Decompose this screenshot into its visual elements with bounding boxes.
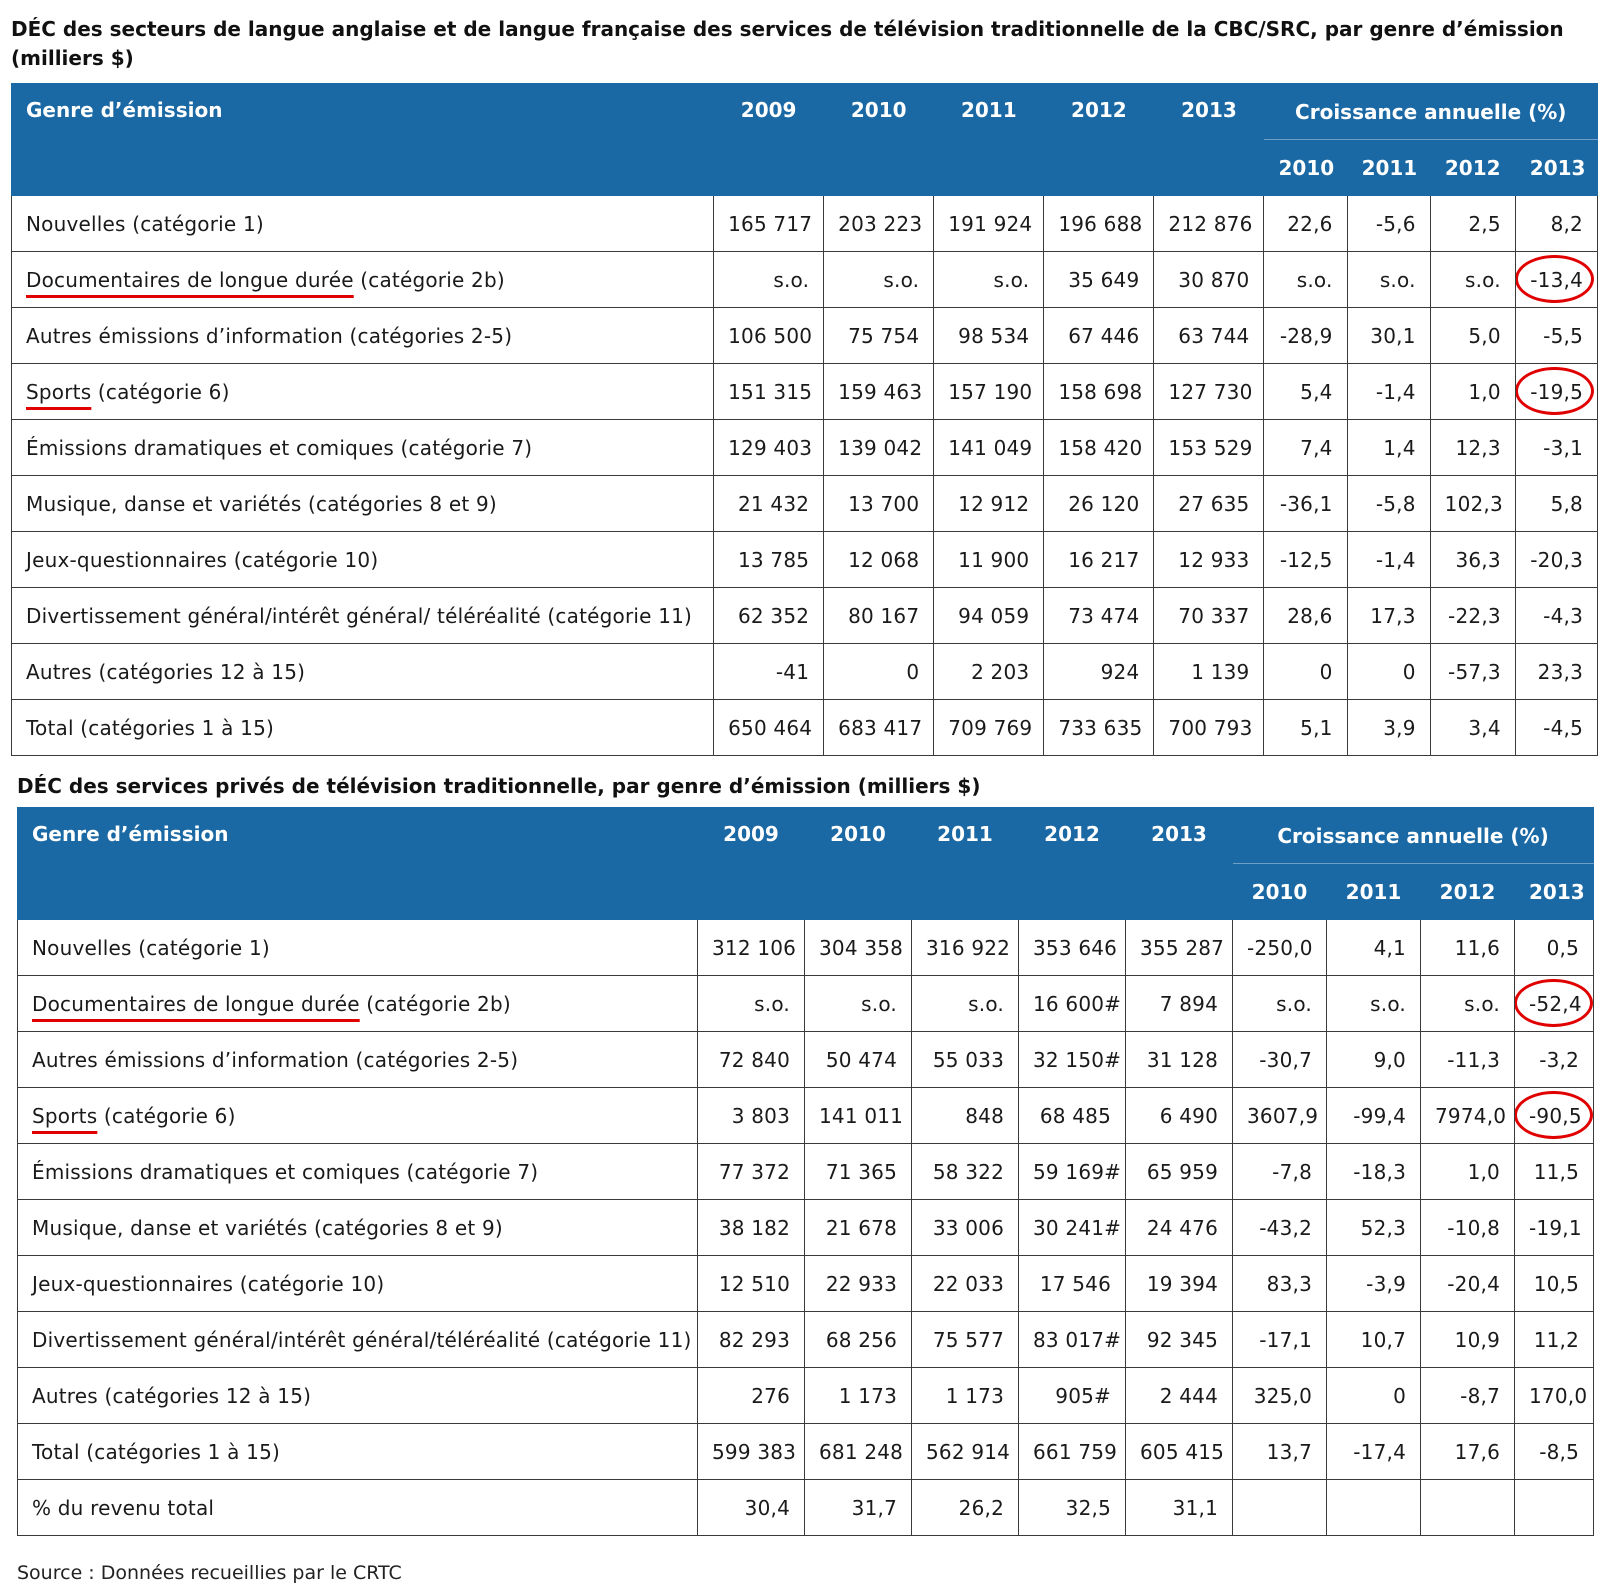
table-row — [12, 364, 1598, 420]
underlined-label: Documentaires de longue durée — [32, 991, 360, 1016]
table-row — [18, 1368, 1594, 1424]
table-row — [18, 1480, 1594, 1536]
table-row — [18, 920, 1594, 976]
cell: 13,7 — [1233, 1424, 1327, 1480]
row-label: Nouvelles (catégorie 1) — [12, 196, 714, 252]
cell: 27 635 — [1154, 476, 1264, 532]
cell: -1,4 — [1347, 364, 1430, 420]
cell: 31,7 — [805, 1480, 912, 1536]
cell: -5,8 — [1347, 476, 1430, 532]
table2 — [17, 807, 1594, 1536]
cell: 151 315 — [714, 364, 824, 420]
cell: 13 700 — [824, 476, 934, 532]
cell: 77 372 — [698, 1144, 805, 1200]
cell: 30 870 — [1154, 252, 1264, 308]
cell: 165 717 — [714, 196, 824, 252]
cell: s.o. — [1347, 252, 1430, 308]
cell: -41 — [714, 644, 824, 700]
row-label: Autres (catégories 12 à 15) — [12, 644, 714, 700]
cell: 312 106 — [698, 920, 805, 976]
cell: 316 922 — [912, 920, 1019, 976]
cell: 83 017# — [1019, 1312, 1126, 1368]
cell: -4,3 — [1515, 588, 1597, 644]
label-suffix: (catégorie 6) — [91, 379, 230, 404]
cell: 153 529 — [1154, 420, 1264, 476]
row-label — [12, 252, 714, 308]
cell: -3,2 — [1515, 1032, 1594, 1088]
cell: 102,3 — [1430, 476, 1515, 532]
cell: 63 744 — [1154, 308, 1264, 364]
cell — [1421, 1480, 1515, 1536]
cell: 7 894 — [1126, 976, 1233, 1032]
table-row — [12, 476, 1598, 532]
cell: 196 688 — [1044, 196, 1154, 252]
cell: 12 933 — [1154, 532, 1264, 588]
cell: 650 464 — [714, 700, 824, 756]
cell: 0 — [1347, 644, 1430, 700]
cell: 26 120 — [1044, 476, 1154, 532]
cell: 38 182 — [698, 1200, 805, 1256]
cell: 12 068 — [824, 532, 934, 588]
row-label: Jeux-questionnaires (catégorie 10) — [12, 532, 714, 588]
cell — [1515, 252, 1597, 308]
table-row — [18, 1144, 1594, 1200]
cell: 683 417 — [824, 700, 934, 756]
cell: 10,7 — [1327, 1312, 1421, 1368]
cell: s.o. — [934, 252, 1044, 308]
cell: 2 203 — [934, 644, 1044, 700]
header-year: 2009 — [714, 84, 824, 196]
source-note: Source : Données recueillies par le CRTC — [17, 1562, 402, 1584]
cell: s.o. — [805, 976, 912, 1032]
cell: 35 649 — [1044, 252, 1154, 308]
cell: 141 049 — [934, 420, 1044, 476]
cell: 75 577 — [912, 1312, 1019, 1368]
row-label: Autres émissions d’information (catégories 2-5) — [12, 308, 714, 364]
cell: 562 914 — [912, 1424, 1019, 1480]
cell: 325,0 — [1233, 1368, 1327, 1424]
cell: s.o. — [1327, 976, 1421, 1032]
cell: s.o. — [912, 976, 1019, 1032]
row-label — [12, 364, 714, 420]
cell: 10,5 — [1515, 1256, 1594, 1312]
cell: 1,0 — [1421, 1144, 1515, 1200]
cell: -57,3 — [1430, 644, 1515, 700]
row-label: Total (catégories 1 à 15) — [18, 1424, 698, 1480]
cell: 26,2 — [912, 1480, 1019, 1536]
label-suffix: (catégorie 6) — [97, 1103, 236, 1128]
header-year: 2011 — [912, 808, 1019, 920]
underlined-label: Sports — [26, 379, 92, 404]
cell: -99,4 — [1327, 1088, 1421, 1144]
cell: 21 432 — [714, 476, 824, 532]
table-row — [12, 308, 1598, 364]
table-row — [18, 1200, 1594, 1256]
header-year: 2012 — [1044, 84, 1154, 196]
cell: -28,9 — [1264, 308, 1347, 364]
cell: -20,3 — [1515, 532, 1597, 588]
cell: 11,5 — [1515, 1144, 1594, 1200]
cell: 127 730 — [1154, 364, 1264, 420]
cell: 129 403 — [714, 420, 824, 476]
cell: 71 365 — [805, 1144, 912, 1200]
cell: s.o. — [1430, 252, 1515, 308]
label-suffix: (catégorie 2b) — [359, 991, 511, 1016]
cell: 681 248 — [805, 1424, 912, 1480]
table2-title: DÉC des services privés de télévision traditionnelle, par genre d’émission (milliers $) — [17, 774, 981, 798]
cell: -8,7 — [1421, 1368, 1515, 1424]
cell — [1327, 1480, 1421, 1536]
cell: -5,5 — [1515, 308, 1597, 364]
cell: 276 — [698, 1368, 805, 1424]
table1-title: DÉC des secteurs de langue anglaise et de langue française des services de télévision traditionnelle de la CBC/SRC, par genre d’émission (milliers $) — [11, 17, 1564, 70]
cell: 6 490 — [1126, 1088, 1233, 1144]
table1 — [11, 83, 1598, 756]
header-year: 2009 — [698, 808, 805, 920]
cell: 80 167 — [824, 588, 934, 644]
header-year: 2013 — [1154, 84, 1264, 196]
table-row — [18, 1256, 1594, 1312]
header-genre: Genre d’émission — [12, 84, 714, 196]
cell: 353 646 — [1019, 920, 1126, 976]
cell: 16 600# — [1019, 976, 1126, 1032]
cell: 599 383 — [698, 1424, 805, 1480]
table-row — [12, 532, 1598, 588]
cell: 5,4 — [1264, 364, 1347, 420]
header-growth: Croissance annuelle (%) — [1264, 84, 1598, 140]
cell: 12,3 — [1430, 420, 1515, 476]
header-growth-year: 2013 — [1515, 864, 1594, 920]
cell: 30 241# — [1019, 1200, 1126, 1256]
row-label: Divertissement général/intérêt général/téléréalité (catégorie 11) — [18, 1312, 698, 1368]
cell: -8,5 — [1515, 1424, 1594, 1480]
cell: s.o. — [714, 252, 824, 308]
cell: 31,1 — [1126, 1480, 1233, 1536]
cell: 82 293 — [698, 1312, 805, 1368]
cell: 924 — [1044, 644, 1154, 700]
table-row — [18, 1424, 1594, 1480]
row-label: Émissions dramatiques et comiques (catégorie 7) — [12, 420, 714, 476]
cell: 32,5 — [1019, 1480, 1126, 1536]
cell: 94 059 — [934, 588, 1044, 644]
header-year: 2011 — [934, 84, 1044, 196]
cell: 106 500 — [714, 308, 824, 364]
cell: 212 876 — [1154, 196, 1264, 252]
cell: 11 900 — [934, 532, 1044, 588]
table-row — [12, 588, 1598, 644]
cell: 21 678 — [805, 1200, 912, 1256]
cell: 52,3 — [1327, 1200, 1421, 1256]
cell: -18,3 — [1327, 1144, 1421, 1200]
cell: s.o. — [698, 976, 805, 1032]
table-row — [12, 700, 1598, 756]
cell: -5,6 — [1347, 196, 1430, 252]
cell: 170,0 — [1515, 1368, 1594, 1424]
cell: 17,6 — [1421, 1424, 1515, 1480]
cell: -7,8 — [1233, 1144, 1327, 1200]
cell: 0 — [1264, 644, 1347, 700]
row-label: Musique, danse et variétés (catégories 8 et 9) — [12, 476, 714, 532]
cell: 0,5 — [1515, 920, 1594, 976]
cell: 1,4 — [1347, 420, 1430, 476]
cell: -3,9 — [1327, 1256, 1421, 1312]
row-label: Émissions dramatiques et comiques (catégorie 7) — [18, 1144, 698, 1200]
cell: 2,5 — [1430, 196, 1515, 252]
cell: 159 463 — [824, 364, 934, 420]
cell: -30,7 — [1233, 1032, 1327, 1088]
cell: 1,0 — [1430, 364, 1515, 420]
cell: 905# — [1019, 1368, 1126, 1424]
cell: 5,8 — [1515, 476, 1597, 532]
header-growth-year: 2012 — [1430, 140, 1515, 196]
cell: -17,1 — [1233, 1312, 1327, 1368]
cell: 12 912 — [934, 476, 1044, 532]
cell: 191 924 — [934, 196, 1044, 252]
cell: 17 546 — [1019, 1256, 1126, 1312]
cell: 32 150# — [1019, 1032, 1126, 1088]
cell: 7,4 — [1264, 420, 1347, 476]
cell: 158 420 — [1044, 420, 1154, 476]
header-growth-year: 2011 — [1327, 864, 1421, 920]
underlined-label: Sports — [32, 1103, 98, 1128]
cell: -20,4 — [1421, 1256, 1515, 1312]
cell: 30,1 — [1347, 308, 1430, 364]
circled-value: -13,4 — [1530, 267, 1583, 292]
cell: 5,0 — [1430, 308, 1515, 364]
table-row — [12, 252, 1598, 308]
cell: 75 754 — [824, 308, 934, 364]
cell: 733 635 — [1044, 700, 1154, 756]
cell: 2 444 — [1126, 1368, 1233, 1424]
cell: 5,1 — [1264, 700, 1347, 756]
cell: 355 287 — [1126, 920, 1233, 976]
cell: 203 223 — [824, 196, 934, 252]
header-growth-year: 2012 — [1421, 864, 1515, 920]
table-row — [18, 1088, 1594, 1144]
cell: 12 510 — [698, 1256, 805, 1312]
cell: 19 394 — [1126, 1256, 1233, 1312]
cell: 158 698 — [1044, 364, 1154, 420]
cell: 33 006 — [912, 1200, 1019, 1256]
cell: 65 959 — [1126, 1144, 1233, 1200]
cell: 605 415 — [1126, 1424, 1233, 1480]
cell: 1 173 — [805, 1368, 912, 1424]
cell: -43,2 — [1233, 1200, 1327, 1256]
row-label: Jeux-questionnaires (catégorie 10) — [18, 1256, 698, 1312]
cell: 304 358 — [805, 920, 912, 976]
cell: s.o. — [1421, 976, 1515, 1032]
cell: 661 759 — [1019, 1424, 1126, 1480]
cell: 98 534 — [934, 308, 1044, 364]
cell: 709 769 — [934, 700, 1044, 756]
header-growth-year: 2010 — [1264, 140, 1347, 196]
header-growth-year: 2011 — [1347, 140, 1430, 196]
header-growth-year: 2010 — [1233, 864, 1327, 920]
cell: 0 — [1327, 1368, 1421, 1424]
table-row — [18, 976, 1594, 1032]
cell: 68 485 — [1019, 1088, 1126, 1144]
header-year: 2013 — [1126, 808, 1233, 920]
circled-value: -90,5 — [1529, 1103, 1582, 1128]
cell: s.o. — [824, 252, 934, 308]
cell: -3,1 — [1515, 420, 1597, 476]
cell: 139 042 — [824, 420, 934, 476]
row-label: Divertissement général/intérêt général/ téléréalité (catégorie 11) — [12, 588, 714, 644]
cell: 28,6 — [1264, 588, 1347, 644]
cell: -19,1 — [1515, 1200, 1594, 1256]
circled-value: -52,4 — [1529, 991, 1582, 1016]
cell: 50 474 — [805, 1032, 912, 1088]
cell: 30,4 — [698, 1480, 805, 1536]
underlined-label: Documentaires de longue durée — [26, 267, 354, 292]
cell — [1515, 976, 1594, 1032]
cell: s.o. — [1233, 976, 1327, 1032]
table-row — [12, 420, 1598, 476]
cell: 68 256 — [805, 1312, 912, 1368]
header-growth: Croissance annuelle (%) — [1233, 808, 1594, 864]
cell: 8,2 — [1515, 196, 1597, 252]
cell: 22 033 — [912, 1256, 1019, 1312]
cell: 23,3 — [1515, 644, 1597, 700]
cell: -17,4 — [1327, 1424, 1421, 1480]
cell: -36,1 — [1264, 476, 1347, 532]
cell: 11,2 — [1515, 1312, 1594, 1368]
table-row — [18, 1032, 1594, 1088]
cell: -4,5 — [1515, 700, 1597, 756]
header-year: 2012 — [1019, 808, 1126, 920]
cell: 58 322 — [912, 1144, 1019, 1200]
cell: 700 793 — [1154, 700, 1264, 756]
cell: 83,3 — [1233, 1256, 1327, 1312]
row-label: % du revenu total — [18, 1480, 698, 1536]
table-row — [12, 644, 1598, 700]
cell: 1 173 — [912, 1368, 1019, 1424]
cell: 62 352 — [714, 588, 824, 644]
row-label: Autres (catégories 12 à 15) — [18, 1368, 698, 1424]
cell: 157 190 — [934, 364, 1044, 420]
cell: 7974,0 — [1421, 1088, 1515, 1144]
circled-value: -19,5 — [1530, 379, 1583, 404]
table-row — [18, 1312, 1594, 1368]
label-suffix: (catégorie 2b) — [353, 267, 505, 292]
cell: 24 476 — [1126, 1200, 1233, 1256]
cell: 3607,9 — [1233, 1088, 1327, 1144]
cell: 3,9 — [1347, 700, 1430, 756]
header-genre: Genre d’émission — [18, 808, 698, 920]
cell: s.o. — [1264, 252, 1347, 308]
cell: -250,0 — [1233, 920, 1327, 976]
cell: 16 217 — [1044, 532, 1154, 588]
cell: 72 840 — [698, 1032, 805, 1088]
cell: 10,9 — [1421, 1312, 1515, 1368]
cell: 22,6 — [1264, 196, 1347, 252]
table-row — [12, 196, 1598, 252]
header-year: 2010 — [805, 808, 912, 920]
cell — [1515, 364, 1597, 420]
row-label: Autres émissions d’information (catégories 2-5) — [18, 1032, 698, 1088]
cell: 3,4 — [1430, 700, 1515, 756]
cell — [1515, 1088, 1594, 1144]
cell: 13 785 — [714, 532, 824, 588]
header-growth-year: 2013 — [1515, 140, 1597, 196]
cell — [1233, 1480, 1327, 1536]
cell: -1,4 — [1347, 532, 1430, 588]
row-label: Nouvelles (catégorie 1) — [18, 920, 698, 976]
cell: 4,1 — [1327, 920, 1421, 976]
cell: 55 033 — [912, 1032, 1019, 1088]
cell: 11,6 — [1421, 920, 1515, 976]
cell: -10,8 — [1421, 1200, 1515, 1256]
cell: 0 — [824, 644, 934, 700]
row-label: Musique, danse et variétés (catégories 8 et 9) — [18, 1200, 698, 1256]
cell: 17,3 — [1347, 588, 1430, 644]
row-label — [18, 976, 698, 1032]
cell: 848 — [912, 1088, 1019, 1144]
cell: -12,5 — [1264, 532, 1347, 588]
cell: 73 474 — [1044, 588, 1154, 644]
row-label — [18, 1088, 698, 1144]
cell: -11,3 — [1421, 1032, 1515, 1088]
cell: 59 169# — [1019, 1144, 1126, 1200]
cell: 22 933 — [805, 1256, 912, 1312]
cell: 36,3 — [1430, 532, 1515, 588]
cell: 3 803 — [698, 1088, 805, 1144]
cell: 141 011 — [805, 1088, 912, 1144]
cell: 92 345 — [1126, 1312, 1233, 1368]
cell: 67 446 — [1044, 308, 1154, 364]
cell — [1515, 1480, 1594, 1536]
cell: 9,0 — [1327, 1032, 1421, 1088]
cell: 31 128 — [1126, 1032, 1233, 1088]
cell: 70 337 — [1154, 588, 1264, 644]
cell: -22,3 — [1430, 588, 1515, 644]
cell: 1 139 — [1154, 644, 1264, 700]
header-year: 2010 — [824, 84, 934, 196]
row-label: Total (catégories 1 à 15) — [12, 700, 714, 756]
